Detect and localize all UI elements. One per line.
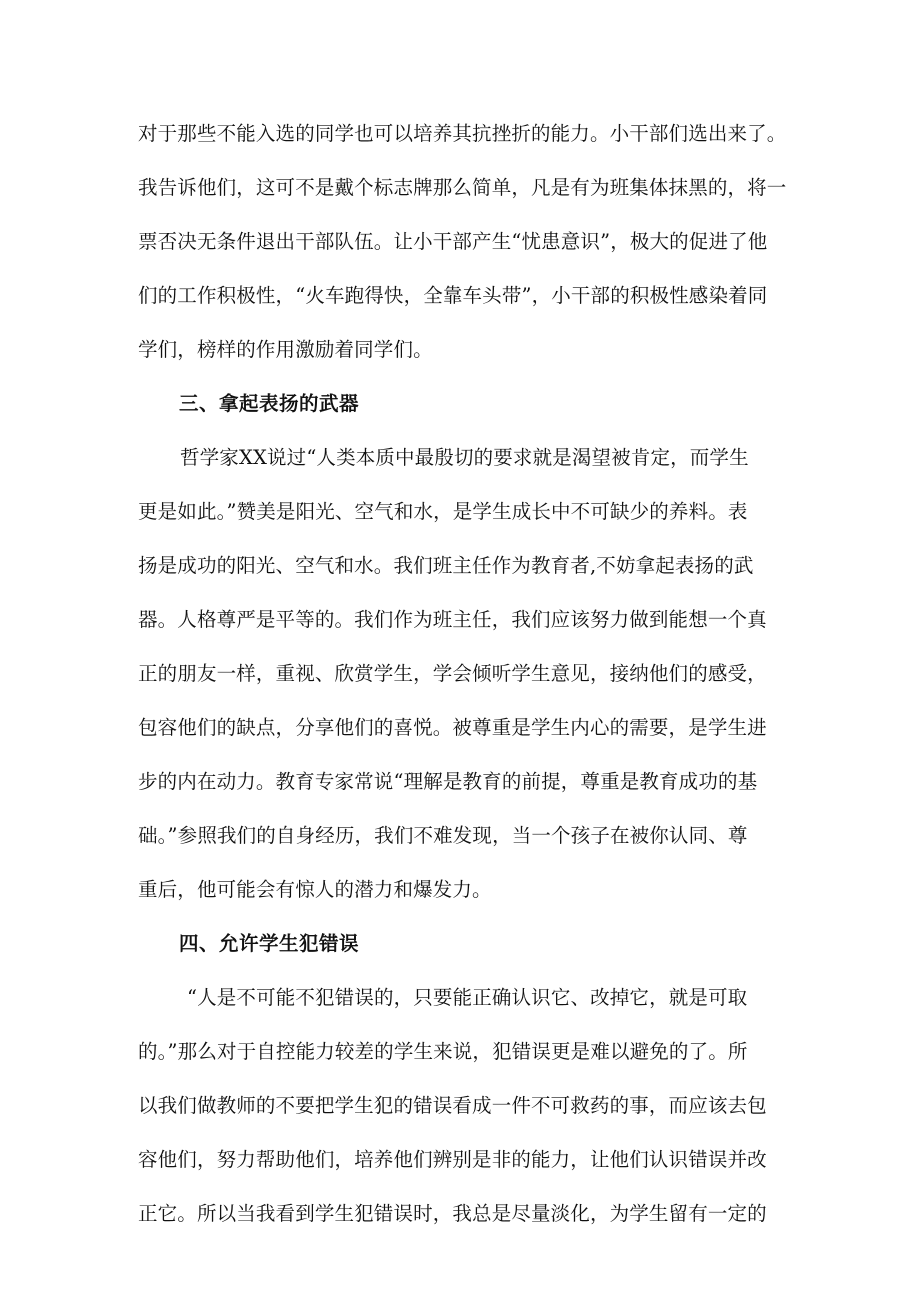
paragraph-line: 我告诉他们，这可不是戴个标志牌那么简单，凡是有为班集体抹黑的，将一 [138, 176, 787, 199]
paragraph-line: 哲学家XX说过“人类本质中最殷切的要求就是渴望被肯定，而学生 [180, 446, 749, 469]
paragraph-line: 扬是成功的阳光、空气和水。我们班主任作为教育者,不妨拿起表扬的武 [138, 554, 754, 577]
paragraph-line: 正它。所以当我看到学生犯错误时，我总是尽量淡化，为学生留有一定的 [138, 1202, 767, 1225]
paragraph-line: 步的内在动力。教育专家常说“理解是教育的前提，尊重是教育成功的基 [138, 770, 758, 793]
paragraph-line: 包容他们的缺点，分享他们的喜悦。被尊重是学生内心的需要，是学生进 [138, 716, 767, 739]
paragraph-line: 重后，他可能会有惊人的潜力和爆发力。 [138, 878, 492, 901]
paragraph-line: 票否决无条件退出干部队伍。让小干部产生“忧患意识”，极大的促进了他 [138, 230, 768, 253]
paragraph-line: 正的朋友一样，重视、欣赏学生，学会倾听学生意见，接纳他们的感受， [138, 662, 767, 685]
section-heading: 四、允许学生犯错误 [179, 932, 360, 955]
paragraph-line: “人是不可能不犯错误的，只要能正确认识它、改掉它，就是可取 [187, 986, 748, 1009]
paragraph-line: 们的工作积极性，“火车跑得快，全靠车头带”，小干部的积极性感染着同 [138, 284, 768, 307]
paragraph-line: 的。”那么对于自控能力较差的学生来说，犯错误更是难以避免的了。所 [138, 1040, 748, 1063]
paragraph-line: 以我们做教师的不要把学生犯的错误看成一件不可救药的事，而应该去包 [138, 1094, 767, 1117]
paragraph-line: 器。人格尊严是平等的。我们作为班主任，我们应该努力做到能想一个真 [138, 608, 767, 631]
paragraph-line: 容他们，努力帮助他们，培养他们辨别是非的能力，让他们认识错误并改 [138, 1148, 767, 1171]
paragraph-line: 础。”参照我们的自身经历，我们不难发现，当一个孩子在被你认同、尊 [138, 824, 748, 847]
paragraph-line: 对于那些不能入选的同学也可以培养其抗挫折的能力。小干部们选出来了。 [138, 122, 787, 145]
paragraph-line: 更是如此。”赞美是阳光、空气和水，是学生成长中不可缺少的养料。表 [138, 500, 748, 523]
section-heading: 三、拿起表扬的武器 [179, 392, 360, 415]
paragraph-line: 学们，榜样的作用激励着同学们。 [138, 338, 433, 361]
